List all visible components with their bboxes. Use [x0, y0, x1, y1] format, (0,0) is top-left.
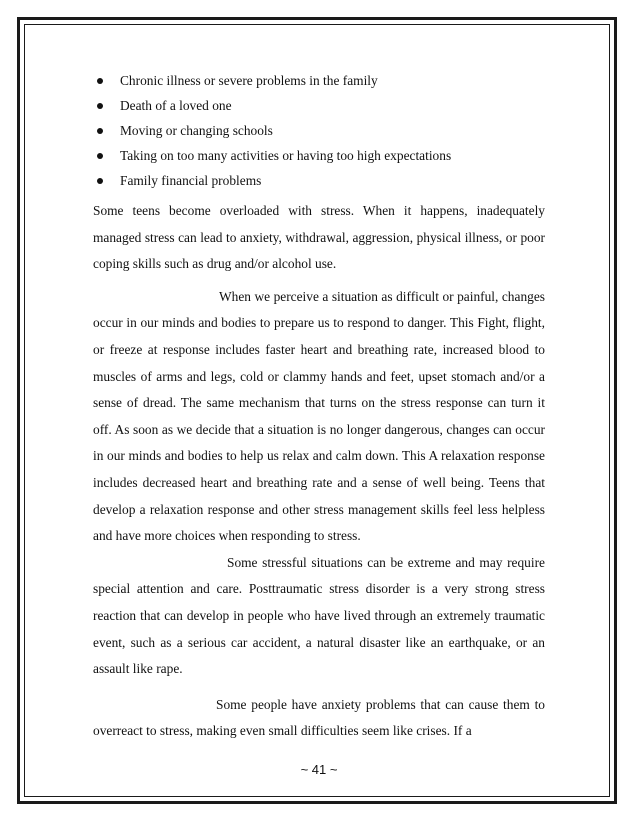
- list-item: [93, 143, 545, 168]
- page-number: ~ 41 ~: [300, 762, 338, 777]
- list-item-text: Death of a loved one: [120, 98, 232, 113]
- bullet-icon: [97, 128, 103, 134]
- stress-causes-list: [93, 68, 545, 193]
- paragraph-overload: Some teens become overloaded with stress. When it happens, inadequately managed stress can lead to anxiety, withdrawal, aggression, physical illness, or poor coping skills such as drug and/or alcohol use.: [93, 203, 545, 272]
- list-item-text: Chronic illness or severe problems in the family: [120, 73, 378, 88]
- list-item: [93, 93, 545, 118]
- bullet-icon: [97, 103, 103, 109]
- list-item-text: Moving or changing schools: [120, 123, 273, 138]
- bullet-icon: [97, 78, 103, 84]
- list-item: [93, 118, 545, 143]
- bullet-icon: [97, 178, 103, 184]
- paragraph-stress-response: When we perceive a situation as difficult or painful, changes occur in our minds and bodies to prepare us to respond to danger. This Fight, flight, or freeze at response includes faster heart and breathing rate, increased blood to muscles of arms and legs, cold or clammy hands and feet, upset stomach and/or a sense of dread. The same mechanism that turns on the stress response can turn it off. As soon as we decide that a situation is no longer dangerous, changes can occur in our minds and bodies to help us relax and calm down. This A relaxation response includes decreased heart and breathing rate and a sense of well being. Teens that develop a relaxation response and other stress management skills feel less helpless and have more choices when responding to stress.: [93, 288, 545, 544]
- list-item: [93, 68, 545, 93]
- bullet-icon: [97, 153, 103, 159]
- list-item: [93, 168, 545, 193]
- list-item-text: Taking on too many activities or having too high expectations: [120, 148, 452, 163]
- paragraph-ptsd: Some stressful situations can be extreme and may require special attention and care. Posttraumatic stress disorder is a very strong stress reaction that can develop in people who have lived through an extremely traumatic event, such as a serious car accident, a natural disaster like an earthquake, or an assault like rape.: [93, 554, 545, 677]
- list-item-text: Family financial problems: [120, 173, 262, 188]
- paragraph-anxiety: Some people have anxiety problems that can cause them to overreact to stress, making even small difficulties seem like crises. If a: [93, 696, 545, 739]
- page-content: [93, 68, 545, 745]
